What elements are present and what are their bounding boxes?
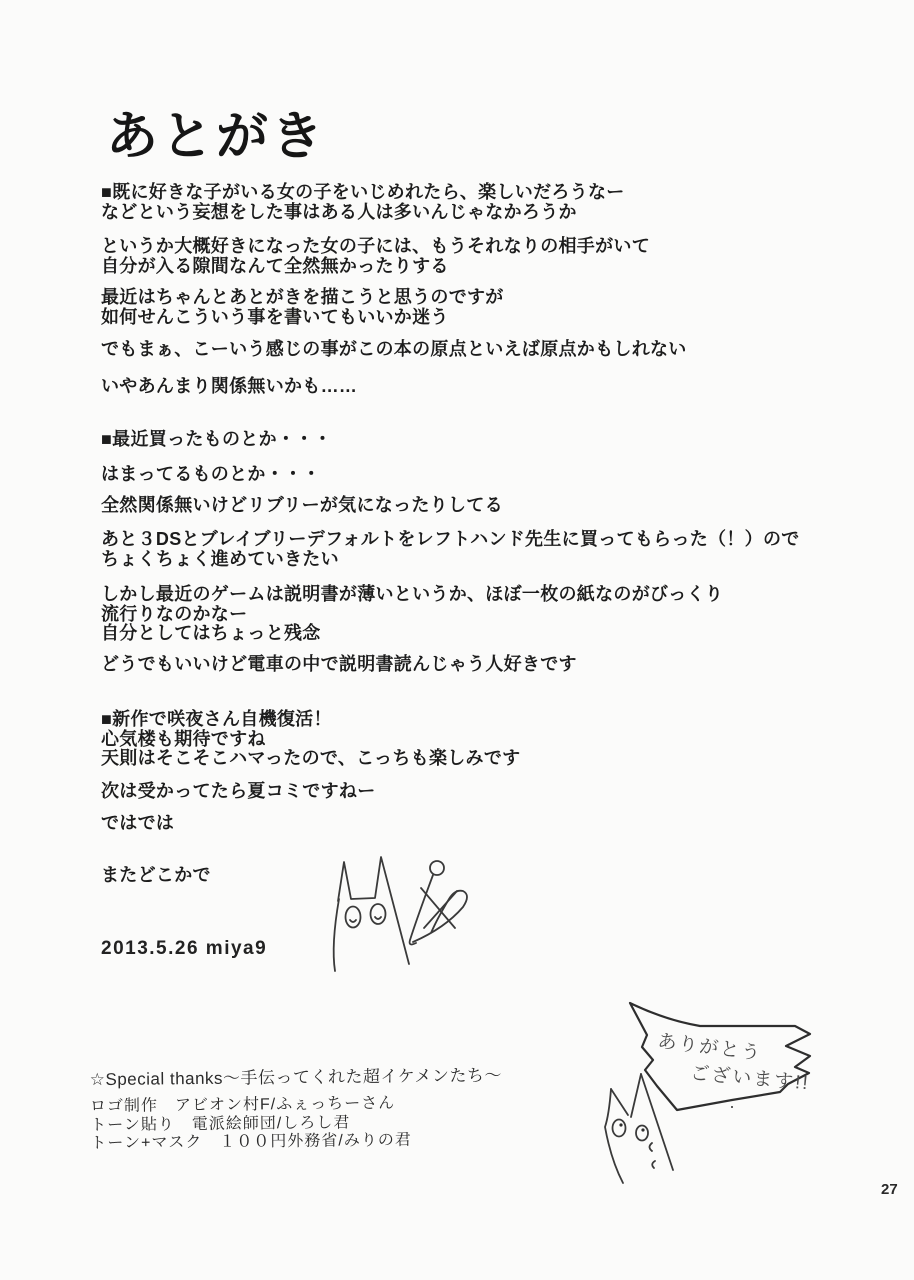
text-line: ではでは — [101, 813, 175, 833]
afterword-paragraph — [101, 530, 800, 569]
page-number: 27 — [881, 1181, 898, 1198]
credit-line-tone: トーン貼り 電派絵師団/しろし君 — [90, 1113, 351, 1134]
text-line: というか大概好きになった女の子には、もうそれなりの相手がいて — [101, 236, 650, 256]
afterword-paragraph — [101, 814, 174, 834]
bubble-text-line2: ございます!! — [689, 1063, 811, 1095]
text-line: しかし最近のゲームは説明書が薄いというか、ほぼ一枚の紙なのがびっくり — [101, 584, 724, 604]
signature-cat-doodle-sketch — [325, 840, 510, 995]
afterword-paragraph — [101, 340, 687, 360]
cat-left-ear — [338, 857, 409, 964]
swirl-cross-line-1 — [421, 888, 455, 928]
text-line: どうでもいいけど電車の中で説明書読んじゃう人好きです — [101, 654, 577, 674]
afterword-paragraph — [101, 430, 332, 450]
cat-right-ear-inner — [631, 1074, 641, 1117]
text-line: ■新作で咲夜さん自機復活！ — [101, 709, 332, 729]
text-line: いやあんまり関係無いかも…… — [101, 376, 358, 396]
cat-left-eye — [346, 907, 361, 928]
text-line: 自分としてはちょっと残念 — [101, 623, 321, 643]
cat-right-eye — [636, 1126, 648, 1141]
afterword-paragraph — [101, 465, 321, 485]
afterword-paragraph — [101, 237, 650, 276]
afterword-paragraph — [101, 288, 504, 327]
text-line: ■既に好きな子がいる女の子をいじめれたら、楽しいだろうなー — [101, 182, 625, 202]
afterword-paragraph — [101, 496, 503, 516]
cat-right-eye-glint — [375, 917, 381, 919]
bubble-text-line1: ありがとう — [656, 1031, 764, 1065]
cat-left-eye-glint — [350, 920, 356, 922]
text-line: またどこかで — [101, 865, 211, 885]
text-line: 最近はちゃんとあとがきを描こうと思うのですが — [101, 287, 504, 307]
afterword-paragraph — [101, 183, 625, 222]
text-line: 如何せんこういう事を書いてもいいか迷う — [101, 306, 449, 327]
cat-face-outline — [334, 899, 339, 971]
cat-mouth-mark-2 — [652, 1161, 655, 1168]
afterword-paragraph — [101, 655, 577, 675]
swirl-top-loop — [430, 861, 444, 875]
text-line: 自分が入る隙間なんて全然無かったりする — [101, 255, 449, 276]
text-line: 次は受かってたら夏コミですねー — [101, 781, 376, 801]
thanks-cat-doodle-sketch — [595, 995, 895, 1190]
cat-right-pupil — [641, 1128, 644, 1131]
special-thanks-heading: ☆Special thanks～手伝ってくれた超イケメンたち～ — [89, 1065, 503, 1090]
cat-mouth-mark-1 — [650, 1143, 653, 1151]
date-signature: 2013.5.26 miya9 — [101, 938, 268, 959]
afterword-paragraph — [101, 377, 357, 397]
text-line: はまってるものとか・・・ — [101, 464, 321, 484]
text-line: ■最近買ったものとか・・・ — [101, 429, 332, 449]
cat-left-pupil — [619, 1123, 622, 1126]
text-line: ちょくちょく進めていきたい — [101, 548, 339, 569]
credit-line-tone-mask: トーン+マスク １００円外務省/みりの君 — [90, 1131, 412, 1153]
text-line: でもまぁ、こーいう感じの事がこの本の原点といえば原点かもしれない — [101, 339, 687, 359]
special-thanks-section — [90, 1061, 503, 1154]
pen-dot — [731, 1106, 733, 1108]
cat-left-ear-inner — [611, 1089, 628, 1115]
text-line: 流行りなのかなー — [101, 603, 248, 624]
afterword-paragraph — [101, 585, 723, 644]
text-line: 天則はそこそこハマったので、こっちも楽しみです — [101, 748, 521, 768]
page-title: あとがき — [106, 108, 327, 166]
credit-line-logo: ロゴ制作 アビオン村F/ふぇっちーさん — [89, 1094, 396, 1116]
text-line: 心気楼も期待ですね — [101, 728, 266, 749]
cat-right-eye — [371, 904, 386, 924]
swirl-right-loop — [413, 891, 467, 942]
text-line: 全然関係無いけどリブリーが気になったりしてる — [101, 495, 503, 515]
afterword-paragraph — [101, 782, 376, 802]
cat-left-eye — [613, 1120, 626, 1137]
afterword-paragraph — [101, 866, 211, 886]
afterword-paragraph — [101, 710, 520, 769]
text-line: あと３DSとブレイブリーデフォルトをレフトハンド先生に買ってもらった（！）ので — [101, 529, 800, 549]
text-line: などという妄想をした事はある人は多いんじゃなかろうか — [101, 201, 577, 222]
